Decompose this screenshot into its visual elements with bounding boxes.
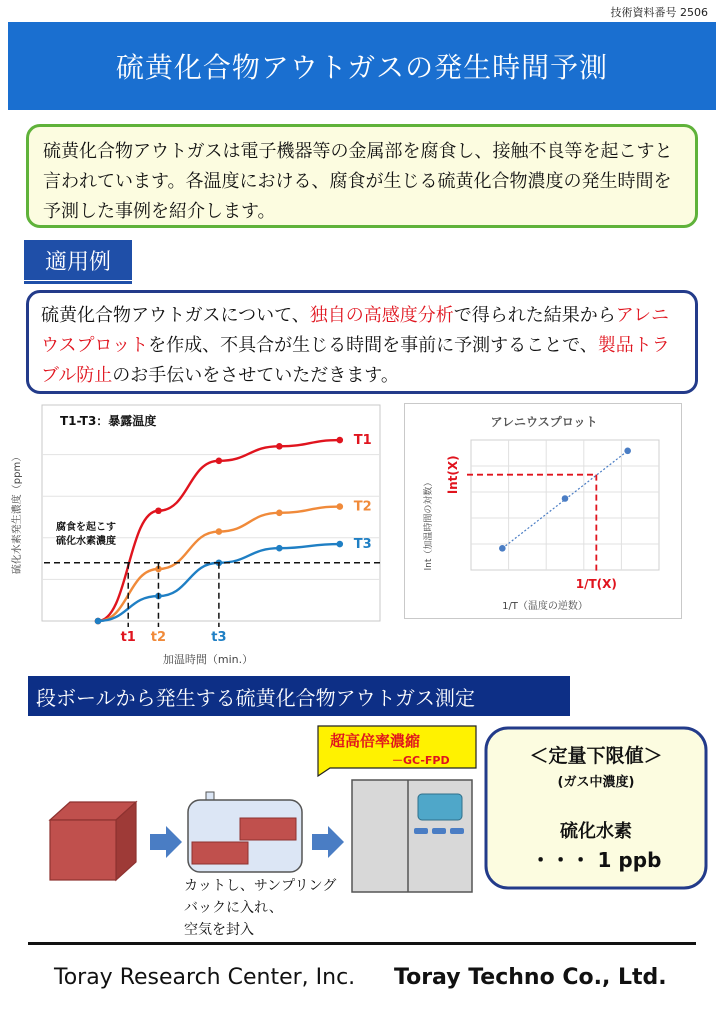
footer-company-right: Toray Techno Co., Ltd. [394,965,667,990]
footer-company-left: Toray Research Center, Inc. [54,965,356,990]
highlight-arrhenius: アレニウスプロット [41,305,670,356]
application-text-4: のお手伝いをさせていただきます。 [112,365,399,386]
concentrate-title: 超高倍率濃縮 [330,732,421,750]
arrhenius-chart [405,404,683,620]
gc-instrument-icon [352,780,472,892]
series-label-t3: T3 [353,537,372,553]
highlight-analysis: 独自の高感度分析 [309,305,454,326]
application-box [26,290,698,394]
page-title: 硫黄化合物アウトガスの発生時間予測 [115,51,609,84]
arrow-right-icon [150,826,182,858]
marker-y-label: lnt(X) [446,455,460,494]
limit-value: ・・・ 1 ppb [530,848,662,872]
plot-area [471,440,659,570]
data-point [276,545,283,552]
section-label-application: 適用例 [24,240,132,280]
threshold-label-line1: 腐食を起こす [56,522,116,533]
threshold-label-line2: 硫化水素濃度 [56,536,116,547]
intro-box: 硫黄化合物アウトガスは電子機器等の金属部を腐食し、接触不良等を起こすと言われています。各温度における、腐食が生じる硫黄化合物濃度の発生時間を予測した事例を紹介します。 [26,124,698,228]
data-point [336,503,343,510]
footer-divider [28,942,696,945]
flow-diagram [0,722,724,947]
data-point [562,495,569,502]
sample-caption-line1: カットし、サンプリング [184,878,337,894]
data-point [336,541,343,548]
measurement-flow [0,722,724,947]
y-axis-label: 硫化水素発生濃度（ppm） [12,451,23,575]
data-point [276,443,283,450]
data-point [499,545,506,552]
data-point [216,528,223,535]
concentrate-sub: －GC-FPD [392,754,450,767]
series-label-t1: T1 [353,433,372,449]
document-number: 技術資料番号 2506 [610,6,708,19]
arrhenius-x-label: 1/T（温度の逆数） [502,601,588,612]
sample-caption-line3: 空気を封入 [184,922,254,938]
time-label-t2: t2 [150,630,167,645]
section-label-measurement: 段ボールから発生する硫黄化合物アウトガス測定 [28,676,570,716]
arrow-right-icon [312,826,344,858]
series-label-t2: T2 [353,499,372,515]
application-text-1: 硫黄化合物アウトガスについて、 [41,305,310,326]
data-point [276,510,283,517]
limit-sub: (ガス中濃度) [557,775,635,790]
application-text-2: で得られた結果から [453,305,616,326]
application-text-3: を作成、不具合が生じる時間を事前に予測することで、 [148,335,598,356]
sample-caption-line2: バックに入れ、 [184,900,283,916]
data-point [155,507,162,514]
data-point [624,448,631,455]
concentration-chart-panel [8,403,386,668]
data-point [216,458,223,465]
cardboard-box-icon [50,802,136,880]
arrhenius-y-label: lnt（加温時間の対数） [424,477,434,571]
title-banner [8,22,716,110]
arrhenius-title: アレニウスプロット [490,415,598,429]
marker-x-label: 1/T(X) [575,577,617,591]
chart-frame [42,405,380,621]
time-label-t1: t1 [120,630,136,645]
limit-title: ＜定量下限値＞ [529,745,663,767]
limit-compound: 硫化水素 [560,821,632,842]
chart-title: T1-T3：暴露温度 [60,414,157,428]
concentration-chart [8,403,386,668]
sampling-bag-icon [188,792,302,872]
data-point [95,618,102,625]
arrhenius-panel [404,403,682,619]
highlight-prevention: 製品トラブル防止 [41,335,670,386]
detection-limit-box [486,728,706,888]
concentration-callout [318,726,476,776]
time-label-t3: t3 [211,630,227,645]
data-point [336,437,343,444]
x-axis-label: 加温時間（min.） [162,653,254,666]
